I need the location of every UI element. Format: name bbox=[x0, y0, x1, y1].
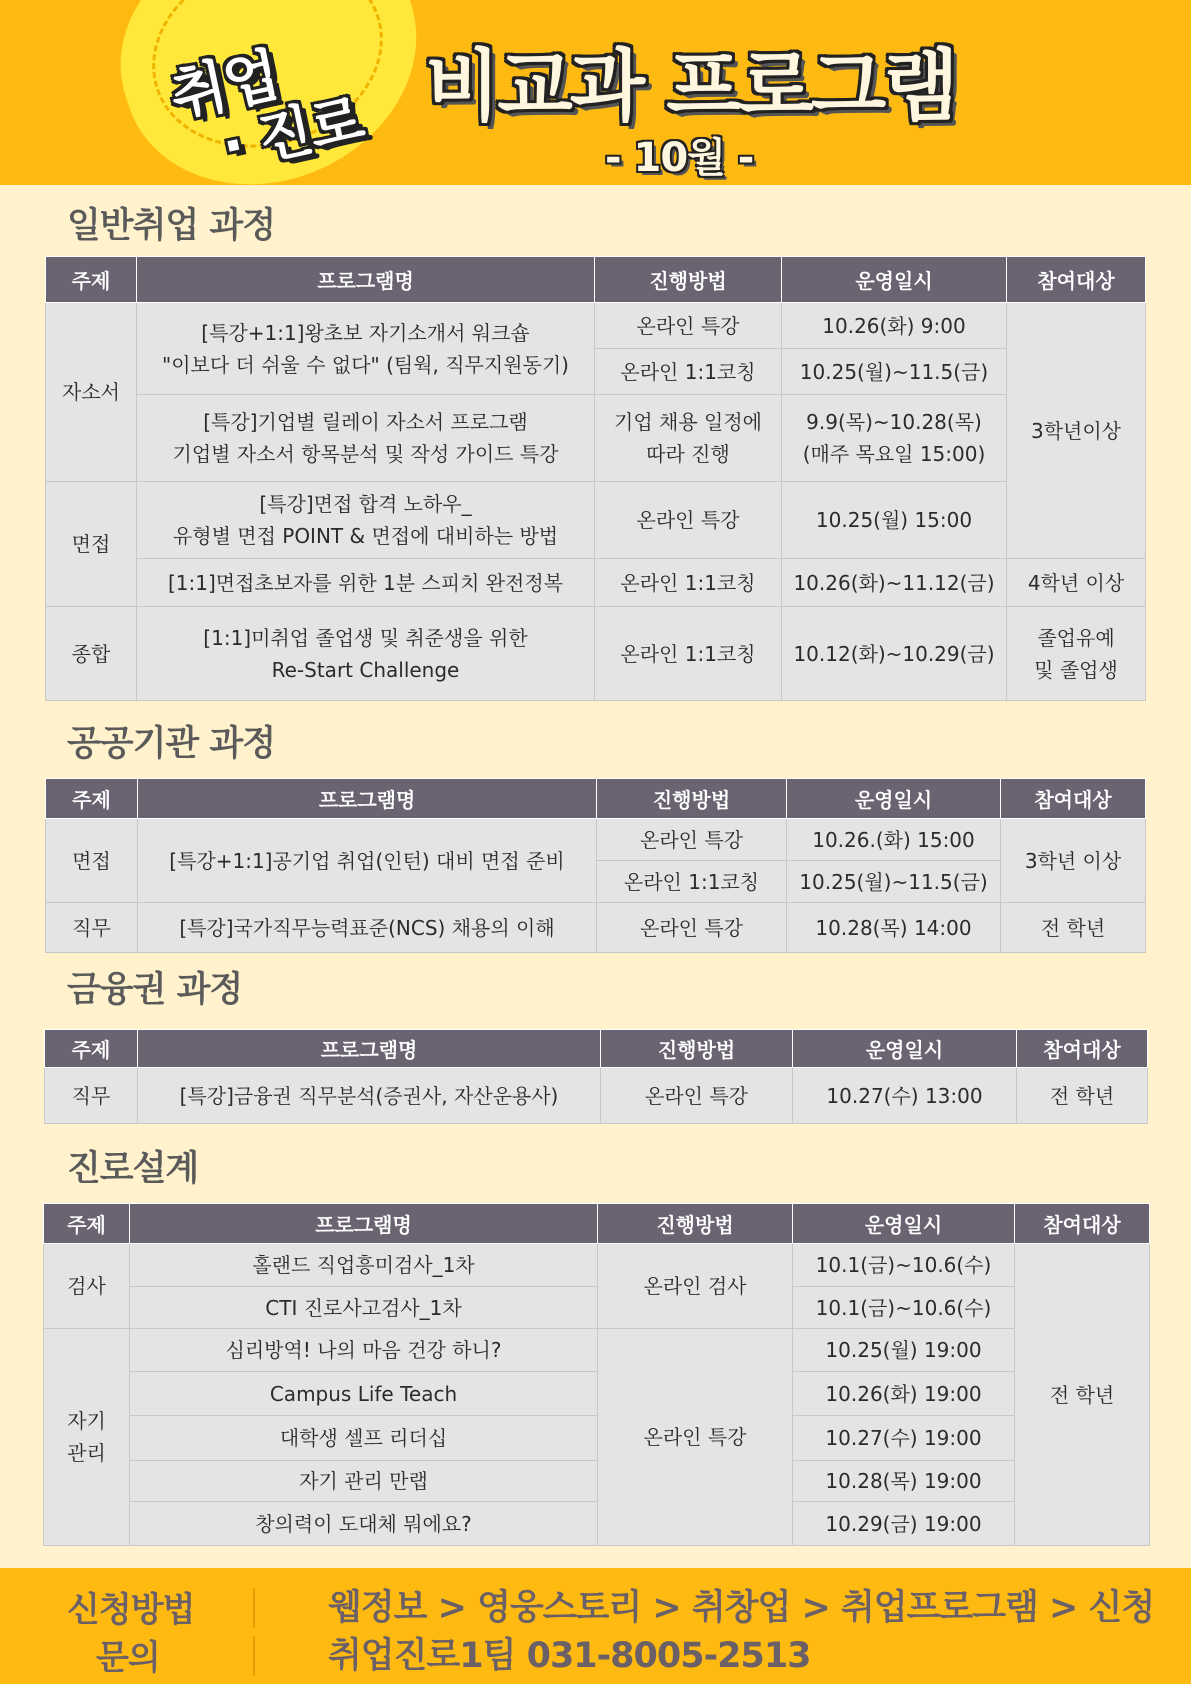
table-row bbox=[44, 1372, 1150, 1416]
datetime-cell: 10.28(목) 14:00 bbox=[787, 903, 1001, 953]
program-cell bbox=[137, 395, 595, 482]
method-cell bbox=[595, 395, 782, 482]
month-label: - 10월 - bbox=[605, 135, 754, 181]
program-cell: 홀랜드 직업흥미검사_1차 bbox=[130, 1244, 598, 1287]
footer-banner bbox=[0, 1568, 1191, 1684]
program-cell: 창의력이 도대체 뭐에요? bbox=[130, 1502, 598, 1546]
col-header-program: 프로그램명 bbox=[138, 779, 597, 819]
datetime-cell: 10.25(월) 19:00 bbox=[793, 1329, 1015, 1372]
topic-line: 자기 bbox=[67, 1409, 106, 1433]
col-header-datetime: 운영일시 bbox=[793, 1030, 1017, 1068]
topic-cell: 면접 bbox=[46, 819, 138, 903]
table-header-row bbox=[46, 257, 1146, 303]
target-cell: 3학년 이상 bbox=[1001, 819, 1146, 903]
section-title-general: 일반취업 과정 bbox=[67, 206, 276, 246]
col-header-target: 참여대상 bbox=[1001, 779, 1146, 819]
col-header-topic: 주제 bbox=[45, 1030, 138, 1068]
program-name-line: [특강]면접 합격 노하우_ bbox=[259, 492, 472, 516]
apply-label: 신청방법 bbox=[67, 1590, 195, 1630]
topic-line: 관리 bbox=[67, 1441, 106, 1465]
method-cell: 온라인 1:1코칭 bbox=[595, 607, 782, 701]
col-header-target: 참여대상 bbox=[1015, 1204, 1150, 1244]
general-table bbox=[45, 256, 1146, 701]
table-row bbox=[46, 303, 1146, 349]
topic-cell: 종합 bbox=[46, 607, 137, 701]
target-cell: 3학년이상 bbox=[1007, 303, 1146, 559]
page-title: 비교과 프로그램 bbox=[425, 42, 956, 132]
public-table bbox=[45, 778, 1146, 953]
table-row bbox=[44, 1502, 1150, 1546]
datetime-cell: 10.27(수) 13:00 bbox=[793, 1068, 1017, 1124]
datetime-cell: 10.26(화) 19:00 bbox=[793, 1372, 1015, 1416]
col-header-program: 프로그램명 bbox=[137, 257, 595, 303]
method-cell: 온라인 특강 bbox=[595, 303, 782, 349]
datetime-cell: 10.25(월)~11.5(금) bbox=[787, 861, 1001, 903]
col-header-method: 진행방법 bbox=[598, 1204, 793, 1244]
col-header-target: 참여대상 bbox=[1007, 257, 1146, 303]
datetime-cell: 10.27(수) 19:00 bbox=[793, 1416, 1015, 1461]
target-cell: 4학년 이상 bbox=[1007, 559, 1146, 607]
topic-cell: 직무 bbox=[45, 1068, 138, 1124]
method-cell: 온라인 1:1코칭 bbox=[595, 559, 782, 607]
program-cell: 자기 관리 만랩 bbox=[130, 1461, 598, 1502]
target-cell bbox=[1007, 607, 1146, 701]
datetime-cell: 10.28(목) 19:00 bbox=[793, 1461, 1015, 1502]
target-cell: 전 학년 bbox=[1015, 1244, 1150, 1546]
col-header-datetime: 운영일시 bbox=[787, 779, 1001, 819]
contact-value: 취업진로1팀 031-8005-2513 bbox=[328, 1636, 811, 1676]
table-row bbox=[46, 395, 1146, 482]
method-cell: 온라인 특강 bbox=[597, 903, 787, 953]
table-row bbox=[44, 1287, 1150, 1329]
table-row bbox=[45, 1068, 1148, 1124]
table-header-row bbox=[45, 1030, 1148, 1068]
table-row bbox=[44, 1244, 1150, 1287]
col-header-method: 진행방법 bbox=[595, 257, 782, 303]
program-cell: Campus Life Teach bbox=[130, 1372, 598, 1416]
program-cell: [특강]금융권 직무분석(증권사, 자산운용사) bbox=[138, 1068, 601, 1124]
badge-line-1: 취업 bbox=[164, 40, 285, 130]
header-banner bbox=[0, 0, 1191, 185]
program-name-line: [특강+1:1]왕초보 자기소개서 워크숍 bbox=[201, 320, 530, 345]
datetime-line: 9.9(목)~10.28(목) bbox=[806, 410, 982, 434]
target-cell: 전 학년 bbox=[1001, 903, 1146, 953]
topic-cell: 검사 bbox=[44, 1244, 130, 1329]
col-header-program: 프로그램명 bbox=[138, 1030, 601, 1068]
method-line: 기업 채용 일정에 bbox=[614, 410, 762, 434]
table-row bbox=[44, 1329, 1150, 1372]
method-cell: 온라인 특강 bbox=[598, 1329, 793, 1546]
program-cell bbox=[137, 303, 595, 395]
program-name-line: 유형별 면접 POINT & 면접에 대비하는 방법 bbox=[172, 524, 559, 548]
program-name-line: [1:1]미취업 졸업생 및 취준생을 위한 bbox=[203, 625, 528, 650]
col-header-topic: 주제 bbox=[46, 779, 138, 819]
datetime-cell: 10.26(화)~11.12(금) bbox=[782, 559, 1007, 607]
col-header-program: 프로그램명 bbox=[130, 1204, 598, 1244]
topic-cell: 직무 bbox=[46, 903, 138, 953]
topic-cell: 자소서 bbox=[46, 303, 137, 482]
datetime-cell: 10.26.(화) 15:00 bbox=[787, 819, 1001, 861]
target-cell: 전 학년 bbox=[1017, 1068, 1148, 1124]
datetime-cell: 10.29(금) 19:00 bbox=[793, 1502, 1015, 1546]
col-header-datetime: 운영일시 bbox=[793, 1204, 1015, 1244]
datetime-cell: 10.25(월) 15:00 bbox=[782, 482, 1007, 559]
program-cell: [특강+1:1]공기업 취업(인턴) 대비 면접 준비 bbox=[138, 819, 597, 903]
table-row bbox=[46, 559, 1146, 607]
method-line: 따라 진행 bbox=[646, 442, 730, 466]
program-cell: CTI 진로사고검사_1차 bbox=[130, 1287, 598, 1329]
table-header-row bbox=[44, 1204, 1150, 1244]
topic-cell: 면접 bbox=[46, 482, 137, 607]
finance-table bbox=[44, 1029, 1148, 1124]
program-cell: 대학생 셀프 리더십 bbox=[130, 1416, 598, 1461]
footer-divider bbox=[253, 1636, 255, 1676]
program-name-line: "이보다 더 쉬울 수 없다" (팀웍, 직무지원동기) bbox=[162, 352, 569, 377]
method-cell: 온라인 특강 bbox=[595, 482, 782, 559]
target-line: 및 졸업생 bbox=[1034, 657, 1118, 682]
career-table bbox=[43, 1203, 1150, 1546]
section-title-finance: 금융권 과정 bbox=[67, 970, 243, 1010]
program-name-line: [특강]기업별 릴레이 자소서 프로그램 bbox=[203, 410, 528, 434]
program-cell: 심리방역! 나의 마음 건강 하니? bbox=[130, 1329, 598, 1372]
topic-cell bbox=[44, 1329, 130, 1546]
program-cell: [특강]국가직무능력표준(NCS) 채용의 이해 bbox=[138, 903, 597, 953]
program-cell bbox=[137, 607, 595, 701]
datetime-cell: 10.1(금)~10.6(수) bbox=[793, 1287, 1015, 1329]
method-cell: 온라인 특강 bbox=[597, 819, 787, 861]
badge-line-2: · 진로 bbox=[216, 87, 368, 181]
table-row bbox=[46, 819, 1146, 861]
datetime-cell: 10.12(화)~10.29(금) bbox=[782, 607, 1007, 701]
table-row bbox=[46, 903, 1146, 953]
col-header-topic: 주제 bbox=[44, 1204, 130, 1244]
method-cell: 온라인 검사 bbox=[598, 1244, 793, 1329]
datetime-cell: 10.25(월)~11.5(금) bbox=[782, 349, 1007, 395]
apply-path: 웹정보 > 영웅스토리 > 취창업 > 취업프로그램 > 신청 bbox=[328, 1588, 1155, 1628]
col-header-topic: 주제 bbox=[46, 257, 137, 303]
section-title-career: 진로설계 bbox=[67, 1149, 199, 1189]
table-header-row bbox=[46, 779, 1146, 819]
program-cell bbox=[137, 482, 595, 559]
col-header-method: 진행방법 bbox=[597, 779, 787, 819]
method-cell: 온라인 1:1코칭 bbox=[597, 861, 787, 903]
datetime-line: (매주 목요일 15:00) bbox=[802, 442, 986, 466]
section-title-public: 공공기관 과정 bbox=[67, 724, 276, 764]
method-cell: 온라인 특강 bbox=[601, 1068, 793, 1124]
method-cell: 온라인 1:1코칭 bbox=[595, 349, 782, 395]
datetime-cell: 10.1(금)~10.6(수) bbox=[793, 1244, 1015, 1287]
target-line: 졸업유예 bbox=[1037, 625, 1115, 650]
datetime-cell: 10.26(화) 9:00 bbox=[782, 303, 1007, 349]
table-row bbox=[44, 1416, 1150, 1461]
table-row bbox=[46, 482, 1146, 559]
program-name-line: Re-Start Challenge bbox=[271, 657, 460, 682]
contact-label: 문의 bbox=[96, 1638, 160, 1678]
col-header-method: 진행방법 bbox=[601, 1030, 793, 1068]
col-header-target: 참여대상 bbox=[1017, 1030, 1148, 1068]
datetime-cell bbox=[782, 395, 1007, 482]
table-row bbox=[46, 607, 1146, 701]
table-row bbox=[44, 1461, 1150, 1502]
footer-divider bbox=[253, 1588, 255, 1628]
col-header-datetime: 운영일시 bbox=[782, 257, 1007, 303]
program-cell: [1:1]면접초보자를 위한 1분 스피치 완전정복 bbox=[137, 559, 595, 607]
program-name-line: 기업별 자소서 항목분석 및 작성 가이드 특강 bbox=[172, 442, 559, 466]
